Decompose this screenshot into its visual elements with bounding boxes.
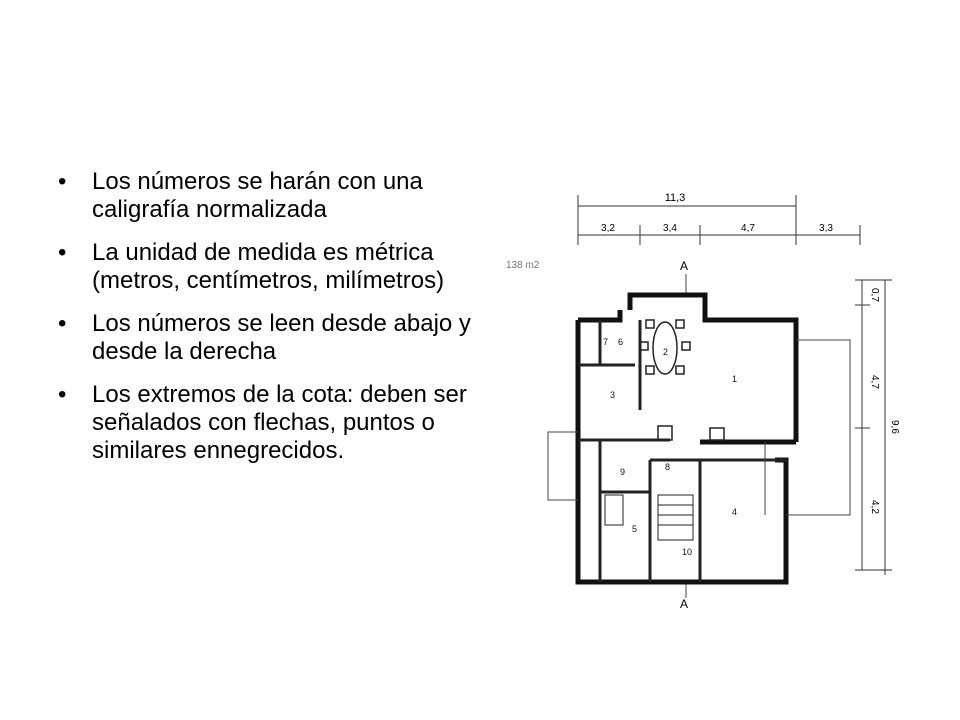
room-number: 10: [682, 547, 693, 557]
bullet-text: Los números se leen desde abajo y desde la derecha: [92, 310, 471, 365]
room-number: 9: [620, 467, 626, 477]
bullet-item: [58, 239, 488, 295]
segment-label: 3,2: [601, 223, 615, 234]
right-dimension-lines: [855, 280, 892, 575]
vertical-segment-label: 4,2: [869, 500, 880, 514]
room-number: 8: [665, 462, 671, 472]
section-mark-top: A: [680, 259, 689, 273]
floor-plan-drawing: [500, 170, 900, 625]
bullet-item: [58, 310, 488, 366]
dining-furniture: [640, 320, 724, 440]
bullet-marker: •: [58, 168, 67, 195]
segment-label: 4,7: [741, 223, 755, 234]
room-number: 5: [632, 524, 638, 534]
interior-walls: [578, 320, 786, 582]
bullet-text: La unidad de medida es métrica (metros, centímetros, milímetros): [92, 239, 445, 294]
room-number: 2: [663, 347, 669, 357]
bullet-marker: •: [58, 239, 67, 266]
vertical-total-label: 9,6: [889, 420, 900, 434]
total-width-label: 11,3: [664, 192, 686, 204]
vertical-segment-label: 4,7: [869, 375, 880, 389]
bullet-marker: •: [58, 310, 67, 337]
section-mark-bottom: A: [680, 597, 689, 611]
top-dimension-lines: [578, 195, 860, 245]
room-number: 3: [610, 390, 616, 400]
bullet-marker: •: [58, 381, 67, 408]
bullet-item: [58, 168, 488, 224]
bullet-text: Los extremos de la cota: deben ser señalados con flechas, puntos o similares ennegrecidos.: [92, 381, 467, 464]
bullet-item: [58, 381, 488, 465]
vertical-segment-label: 0,7: [869, 288, 880, 302]
segment-label: 3,3: [819, 223, 833, 234]
bullet-text: Los números se harán con una caligrafía normalizada: [92, 168, 423, 223]
room-number: 6: [618, 337, 624, 347]
area-label: 138 m2: [506, 260, 540, 271]
bullet-list: [58, 168, 488, 480]
room-number: 1: [732, 374, 738, 384]
room-number: 4: [732, 507, 738, 517]
room-number: 7: [603, 337, 609, 347]
segment-label: 3,4: [663, 223, 677, 234]
